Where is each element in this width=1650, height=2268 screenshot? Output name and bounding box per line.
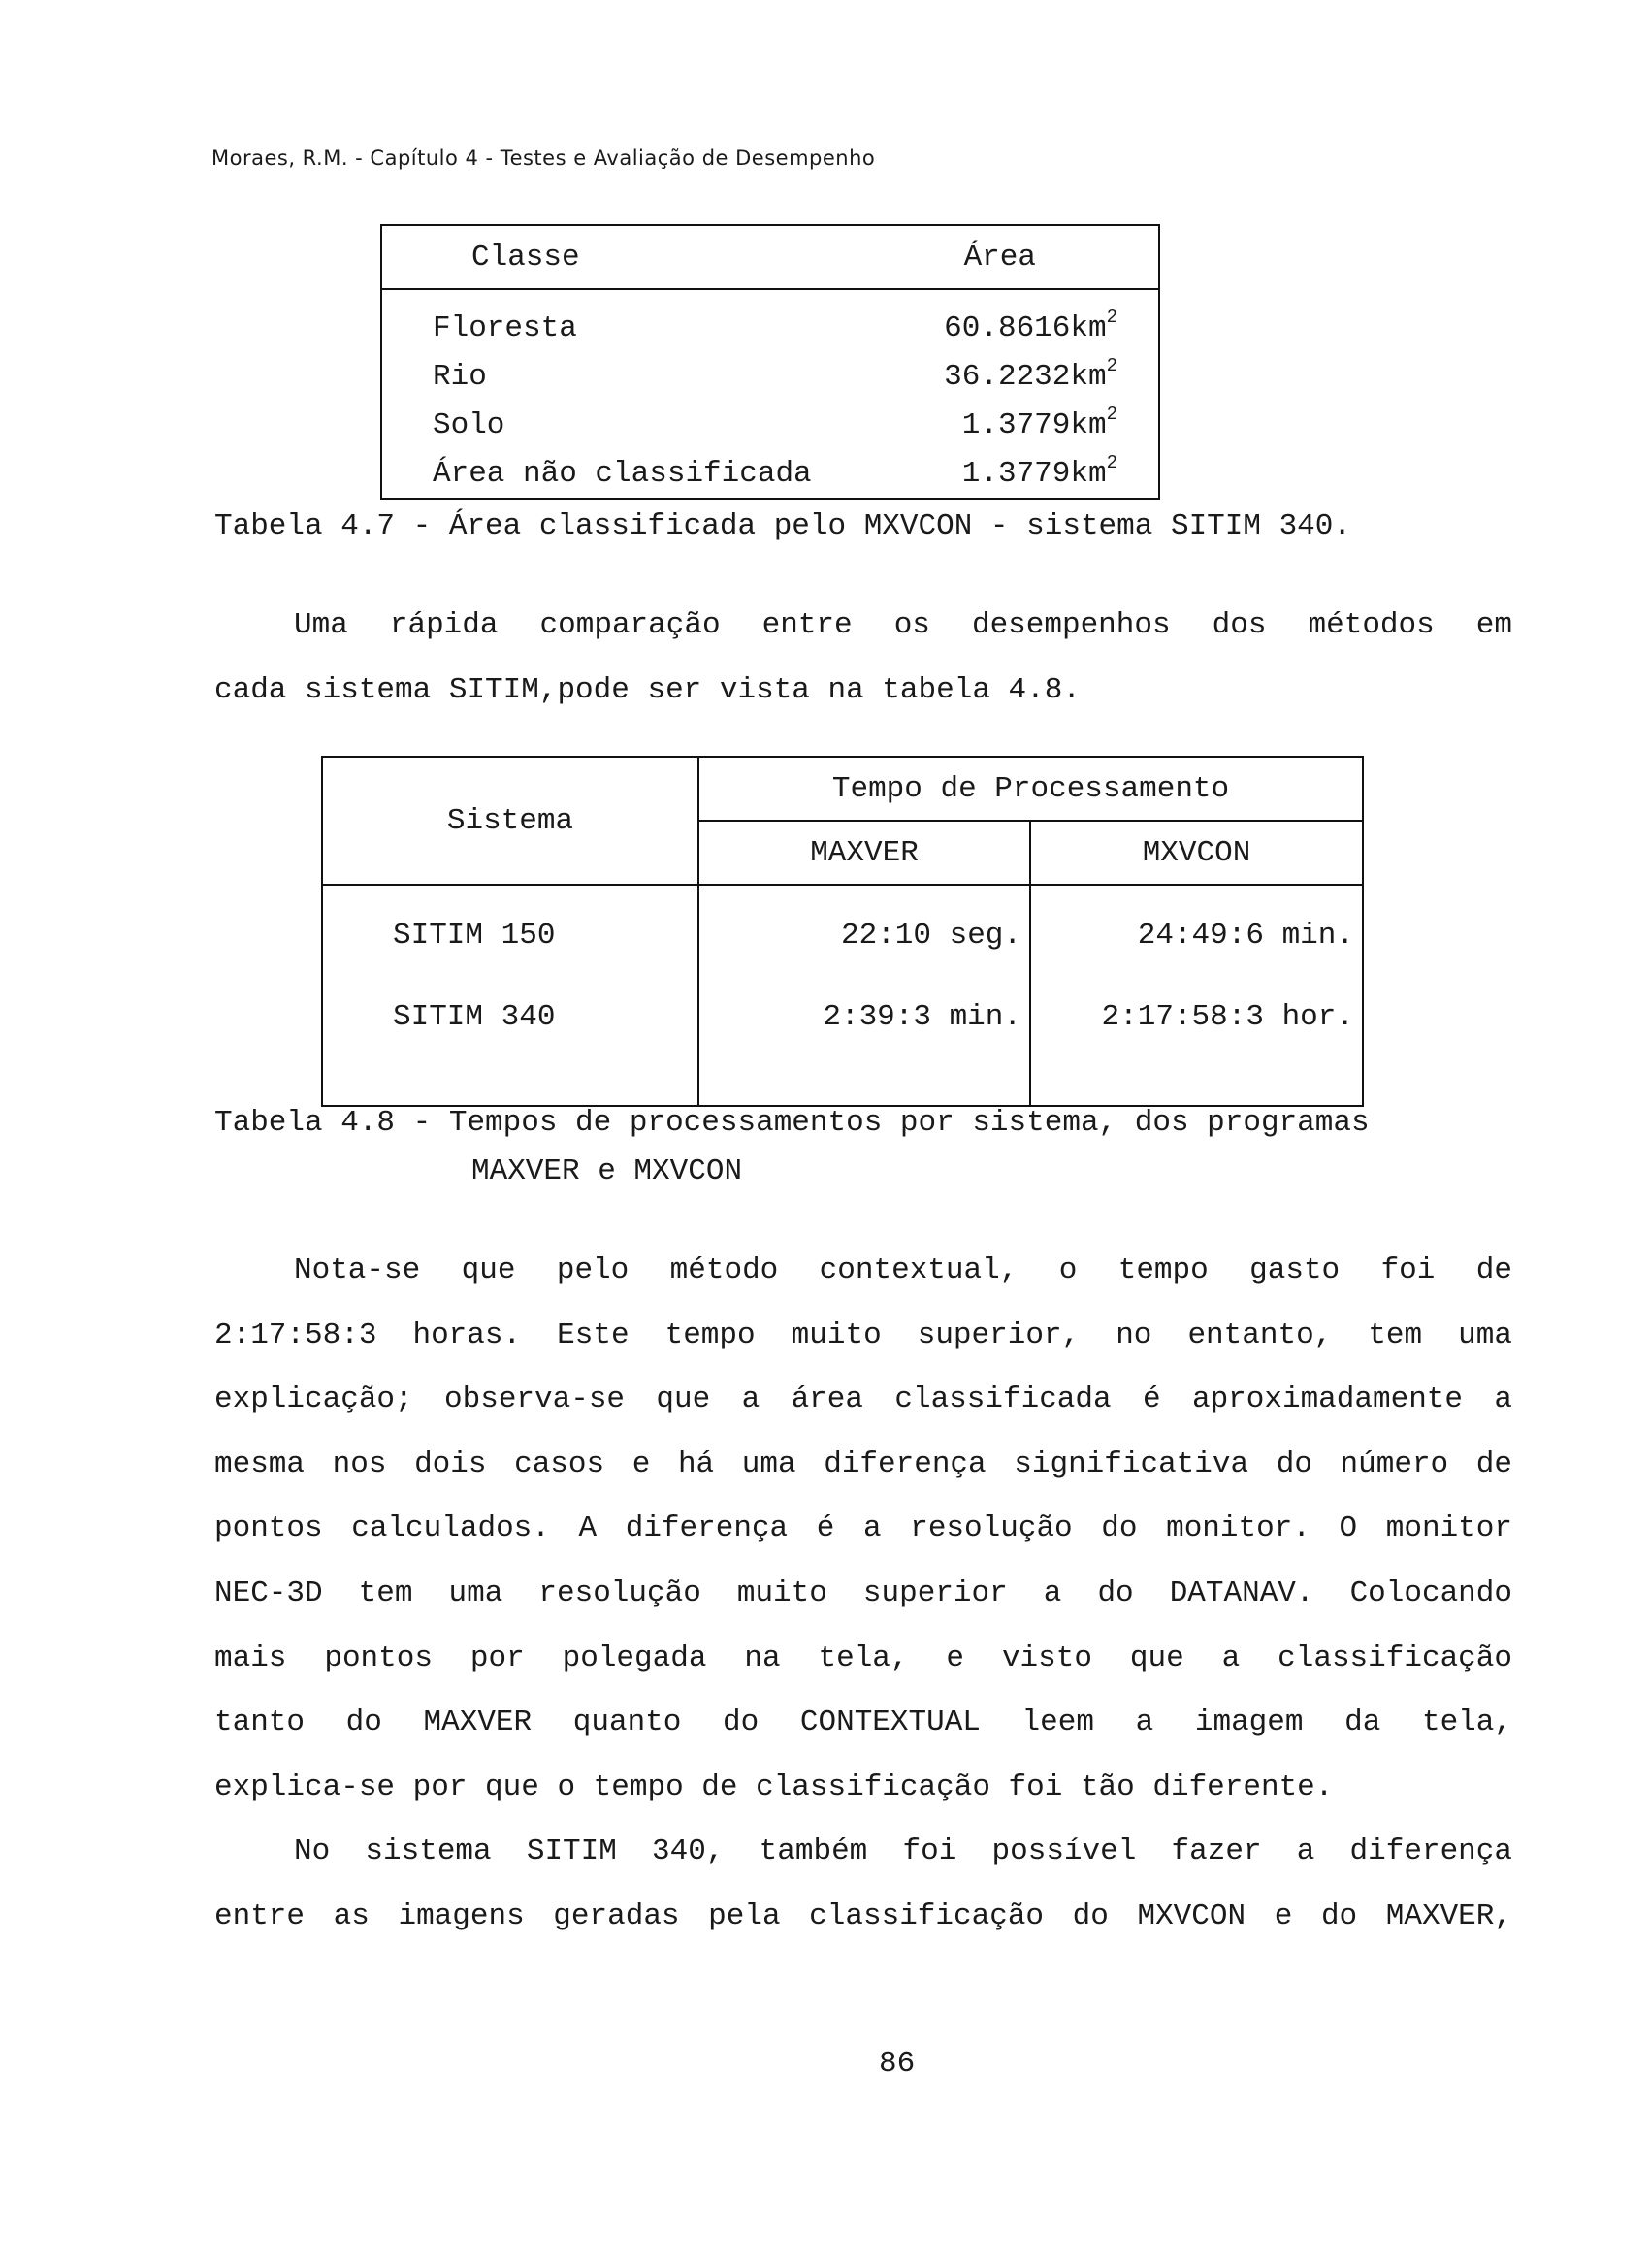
table-row (381, 401, 1159, 449)
area-cell: $36.2232km^2$ (944, 354, 1117, 394)
column-header-maxver: MAXVER (698, 821, 1030, 885)
table-4-7-caption: Tabela 4.7 - Área classificada pelo MXVCON - sistema SITIM 340. (214, 509, 1351, 543)
paragraph-line: tanto do MAXVER quanto do CONTEXTUAL leem a imagem da tela, (214, 1705, 1512, 1740)
paragraph-line: explicação; observa-se que a área classificada é aproximadamente a (214, 1382, 1512, 1417)
area-cell: $60.8616km^2$ (944, 306, 1117, 345)
column-header-area: Área (900, 225, 1159, 289)
sistema-column (322, 885, 698, 1106)
mxvcon-column (1030, 885, 1363, 1106)
paragraph-line: explica-se por que o tempo de classificação foi tão diferente. (214, 1769, 1334, 1804)
classe-cell: Floresta (433, 310, 577, 345)
area-table (380, 224, 1160, 500)
maxver-cell: 22:10 seg. (840, 919, 1021, 953)
table-4-8-caption-line-2: MAXVER e MXVCON (471, 1154, 743, 1188)
column-header-classe: Classe (381, 225, 900, 289)
mxvcon-cell: 24:49:6 min. (1137, 919, 1354, 953)
column-header-mxvcon: MXVCON (1030, 821, 1363, 885)
table-4-8-caption-line-1: Tabela 4.8 - Tempos de processamentos por sistema, dos programas (214, 1106, 1370, 1140)
running-header: Moraes, R.M. - Capítulo 4 - Testes e Avaliação de Desempenho (211, 146, 876, 170)
paragraph-comparison (214, 594, 1512, 723)
paragraph-line: Nota-se que pelo método contextual, o tempo gasto foi de (294, 1253, 1512, 1287)
page-number: 86 (879, 2047, 916, 2081)
area-table-header-row (381, 225, 1159, 289)
paragraph-contextual (214, 1239, 1512, 1950)
sistema-cell: SITIM 340 (393, 1000, 556, 1034)
paragraph-line: NEC-3D tem uma resolução muito superior a do DATANAV. Colocando (214, 1575, 1512, 1610)
paragraph-line: mesma nos dois casos e há uma diferença significativa do número de (214, 1446, 1512, 1481)
paragraph-line: No sistema SITIM 340, também foi possível fazer a diferença (294, 1834, 1512, 1869)
column-header-tempo: Tempo de Processamento (698, 757, 1363, 821)
paragraph-line: cada sistema SITIM,pode ser vista na tabela 4.8. (214, 672, 1081, 707)
paragraph-line: entre as imagens geradas pela classificação do MXVCON e do MAXVER, (214, 1898, 1512, 1933)
paragraph-line: Uma rápida comparação entre os desempenhos dos métodos em (294, 608, 1512, 642)
table-row (381, 449, 1159, 499)
paragraph-line: mais pontos por polegada na tela, e visto que a classificação (214, 1640, 1512, 1675)
maxver-cell: 2:39:3 min. (823, 1000, 1021, 1034)
mxvcon-cell: 2:17:58:3 hor. (1101, 1000, 1354, 1034)
maxver-column (698, 885, 1030, 1106)
column-header-sistema: Sistema (322, 757, 698, 885)
area-cell: $1.3779km^2$ (961, 451, 1117, 491)
sistema-cell: SITIM 150 (393, 919, 556, 953)
table-row (381, 304, 1159, 352)
paragraph-line: 2:17:58:3 horas. Este tempo muito superior, no entanto, tem uma (214, 1317, 1512, 1352)
processing-time-table (321, 756, 1364, 1107)
table-row (381, 352, 1159, 401)
classe-cell: Área não classificada (433, 456, 812, 491)
paragraph-line: pontos calculados. A diferença é a resolução do monitor. O monitor (214, 1511, 1512, 1546)
area-cell: $1.3779km^2$ (961, 403, 1117, 442)
classe-cell: Solo (433, 407, 505, 442)
classe-cell: Rio (433, 359, 487, 394)
